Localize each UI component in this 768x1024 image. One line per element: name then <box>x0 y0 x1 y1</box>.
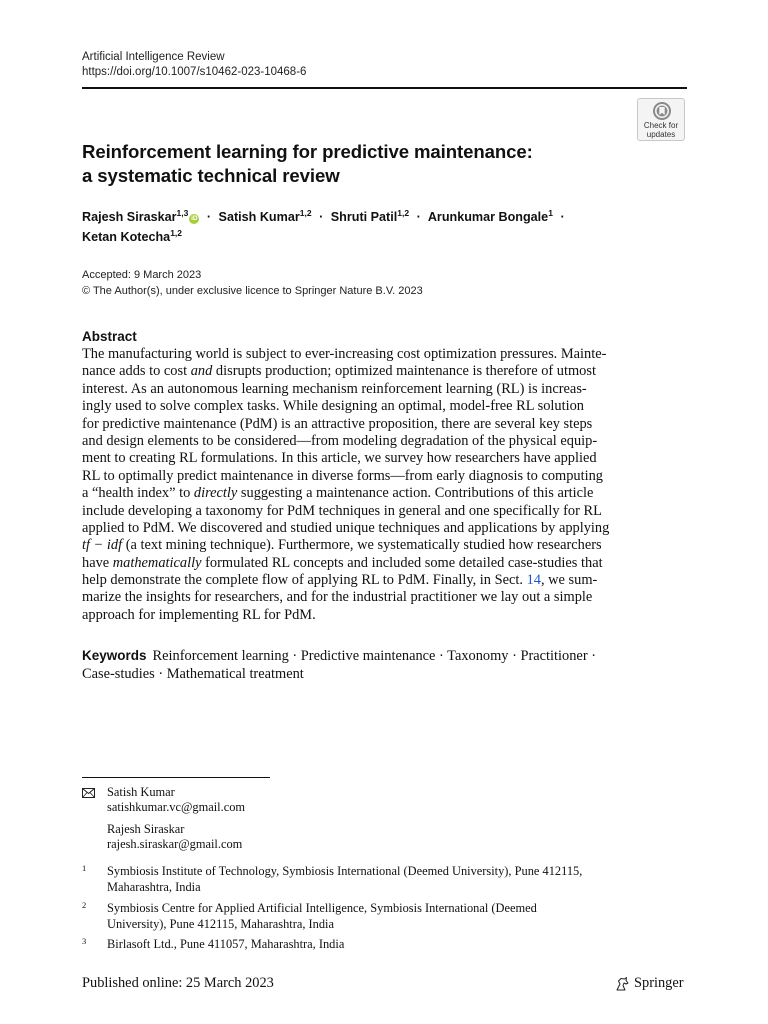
publisher-logo <box>614 975 684 992</box>
abstract-line: ingly used to solve complex tasks. While designing an optimal, model-free RL solution <box>82 398 584 415</box>
abstract-line: RL to optimally predict maintenance in diverse forms—from early diagnosis to computing <box>82 467 604 484</box>
keywords-label: Keywords <box>82 648 147 663</box>
affiliation-line: Symbiosis Institute of Technology, Symbiosis International (Deemed University), Pune 412115, <box>107 864 583 878</box>
corresponding-author-email[interactable]: satishkumar.vc@gmail.com <box>107 800 246 814</box>
author-name: Shruti Patil <box>330 210 398 224</box>
accepted-date: Accepted: 9 March 2023 <box>82 269 202 281</box>
author-separator: · <box>560 210 565 224</box>
check-for-updates-badge[interactable] <box>637 98 685 141</box>
keywords-line-2: Case-studies · Mathematical treatment <box>82 665 304 682</box>
affiliation-number: 1 <box>82 863 87 873</box>
bookmark-circle-icon <box>652 101 672 121</box>
keywords-line-1: Reinforcement learning · Predictive maintenance · Taxonomy · Practitioner · <box>152 648 597 664</box>
abstract-line: help demonstrate the complete flow of applying RL to PdM. Finally, in Sect. 14 , we sum- <box>82 572 598 589</box>
abstract-line: a “health index” to directly suggesting a maintenance action. Contributions of this article <box>82 485 594 502</box>
author-name: Satish Kumar <box>218 210 300 224</box>
author-contact-email[interactable]: rajesh.siraskar@gmail.com <box>107 837 243 851</box>
title-line-2: a systematic technical review <box>82 164 340 186</box>
abstract-line: applied to PdM. We discovered and studied unique techniques and applications by applying <box>82 519 610 536</box>
journal-name: Artificial Intelligence Review <box>82 51 225 63</box>
affiliation-line: Birlasoft Ltd., Pune 411057, Maharashtra, India <box>107 937 345 951</box>
affiliation-number: 3 <box>82 936 87 946</box>
author-name: Rajesh Siraskar <box>82 210 177 224</box>
author-name: Arunkumar Bongale <box>427 210 549 224</box>
keywords-block <box>82 647 687 683</box>
abstract-line: ment to creating RL formulations. In this article, we survey how researchers have applied <box>82 450 597 467</box>
author-separator: · <box>206 210 212 224</box>
author-affiliation-sup: 1,2 <box>170 228 183 238</box>
affiliation-line: University), Pune 412115, Maharashtra, India <box>107 916 334 931</box>
abstract-body <box>82 346 687 624</box>
section-reference-link[interactable]: 14 <box>526 572 541 589</box>
copyright-notice: © The Author(s), under exclusive licence to Springer Nature B.V. 2023 <box>82 285 423 297</box>
orcid-icon[interactable]: iD <box>191 215 198 222</box>
affiliation-line: Symbiosis Centre for Applied Artificial Intelligence, Symbiosis International (Deemed <box>107 901 537 915</box>
author-contact-name: Rajesh Siraskar <box>107 822 185 836</box>
envelope-icon <box>82 788 95 798</box>
badge-label-line1: Check for <box>643 121 679 130</box>
abstract-line: interest. As an autonomous learning mechanism reinforcement learning (RL) is increas- <box>82 380 587 397</box>
author-affiliation-sup: 1,2 <box>299 208 312 218</box>
affiliation-number: 2 <box>82 900 87 910</box>
abstract-line: tf − idf (a text mining technique). Furthermore, we systematically studied how researchers <box>82 537 602 554</box>
affiliation-line: Maharashtra, India <box>107 879 201 894</box>
author-list <box>82 207 692 247</box>
paper-title <box>82 140 642 187</box>
abstract-line: nance adds to cost and disrupts production; optimized maintenance is therefore of utmost <box>82 363 596 380</box>
abstract-line: The manufacturing world is subject to ever-increasing cost optimization pressures. Mainte- <box>82 346 607 362</box>
doi-link[interactable]: https://doi.org/10.1007/s10462-023-10468-6 <box>82 66 307 78</box>
journal-header <box>82 50 306 80</box>
abstract-line: marize the insights for researchers, and for the industrial practitioner we lay out a simple <box>82 589 593 606</box>
header-rule <box>82 87 687 89</box>
abstract-heading: Abstract <box>82 329 137 344</box>
author-name: Ketan Kotecha <box>82 230 171 244</box>
abstract-line: include developing a taxonomy for PdM techniques in general and one specifically for RL <box>82 502 602 519</box>
author-affiliation-sup: 1,2 <box>397 208 410 218</box>
author-affiliation-sup: 1 <box>548 208 553 218</box>
author-affiliation-sup: 1,3 <box>176 208 189 218</box>
author-separator: · <box>416 210 421 224</box>
abstract-line: approach for implementing RL for PdM. <box>82 606 316 623</box>
springer-horse-icon <box>614 976 630 992</box>
badge-label-line2: updates <box>646 129 676 139</box>
publisher-name: Springer <box>634 975 684 991</box>
abstract-line: have mathematically formulated RL concepts and included some detailed case-studies that <box>82 554 603 571</box>
author-separator: · <box>319 210 324 224</box>
title-line-1: Reinforcement learning for predictive maintenance: <box>82 141 533 162</box>
publication-dates <box>82 267 423 299</box>
abstract-line: and design elements to be considered—from modeling degradation of the physical equip- <box>82 432 598 449</box>
abstract-line: for predictive maintenance (PdM) is an attractive proposition, there are several key steps <box>82 415 593 432</box>
corresponding-author-name: Satish Kumar <box>107 785 175 799</box>
footnote-rule <box>82 777 270 778</box>
published-online-date: Published online: 25 March 2023 <box>82 975 274 991</box>
